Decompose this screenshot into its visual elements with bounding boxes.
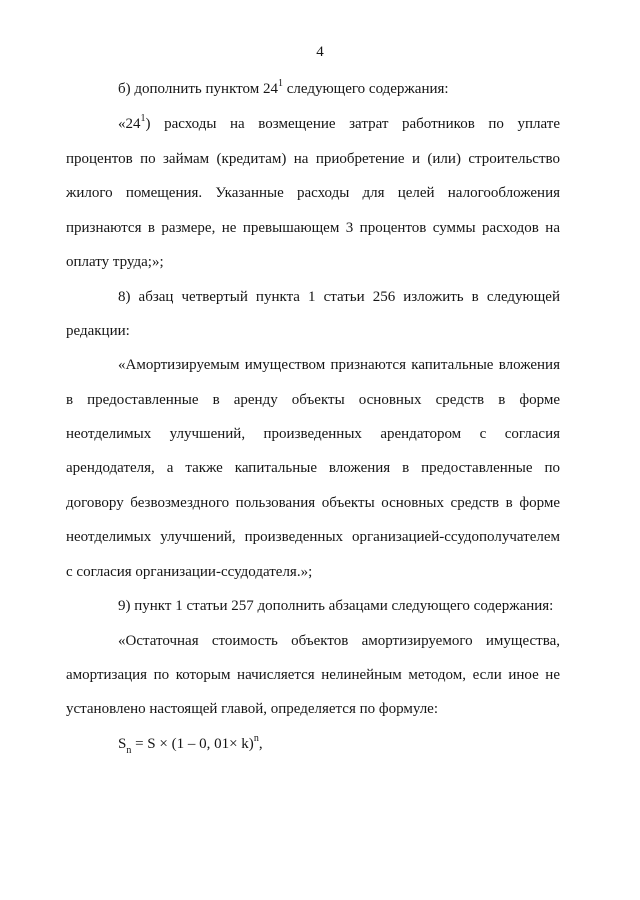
quote-amort-line: «Амортизируемым имуществом признаются капитальные вложения (118, 357, 560, 373)
paragraph-24-1-line: «$24^1$) расходы на возмещение затрат работников по уплате (118, 113, 560, 132)
quote-amort-line: неотделимых улучшений, произведенных арендатором с согласия (66, 426, 560, 442)
paragraph-24-1-line: процентов по займам (кредитам) на приобретение и (или) строительство (66, 151, 560, 167)
paragraph-item-8-line: 8) абзац четвертый пункта 1 статьи 256 изложить в следующей (118, 289, 560, 305)
quote-amort-line: договору безвозмездного пользования объекты основных средств в форме (66, 495, 560, 511)
quote-residual-line: «Остаточная стоимость объектов амортизируемого имущества, (118, 633, 560, 649)
paragraph-24-1-line: оплату труда;»; (66, 254, 164, 270)
quote-amort-line: арендодателя, а также капитальные вложения в предоставленные по (66, 460, 560, 476)
paragraph-item-9-line: 9) пункт 1 статьи 257 дополнить абзацами следующего содержания: (118, 598, 554, 614)
paragraph-item-8-line: редакции: (66, 323, 130, 339)
quote-amort-line: неотделимых улучшений, произведенных организацией-ссудополучателем (66, 529, 560, 545)
paragraph-item-b: б) дополнить пунктом $24^1$ следующего содержания: (118, 78, 449, 97)
quote-residual-line: амортизация по которым начисляется нелинейным методом, если иное не (66, 667, 560, 683)
formula: $S_n = S \times (1 - 0$, 01× k)$^n$, (118, 733, 263, 756)
quote-amort-line: с согласия организации-ссудодателя.»; (66, 564, 313, 580)
paragraph-24-1-line: признаются в размере, не превышающем 3 процентов суммы расходов на (66, 220, 560, 236)
quote-amort-line: в предоставленные в аренду объекты основных средств в форме (66, 392, 560, 408)
quote-residual-line: установлено настоящей главой, определяется по формуле: (66, 701, 439, 717)
paragraph-24-1-line: жилого помещения. Указанные расходы для целей налогообложения (66, 185, 560, 201)
page-number: 4 (316, 44, 324, 60)
